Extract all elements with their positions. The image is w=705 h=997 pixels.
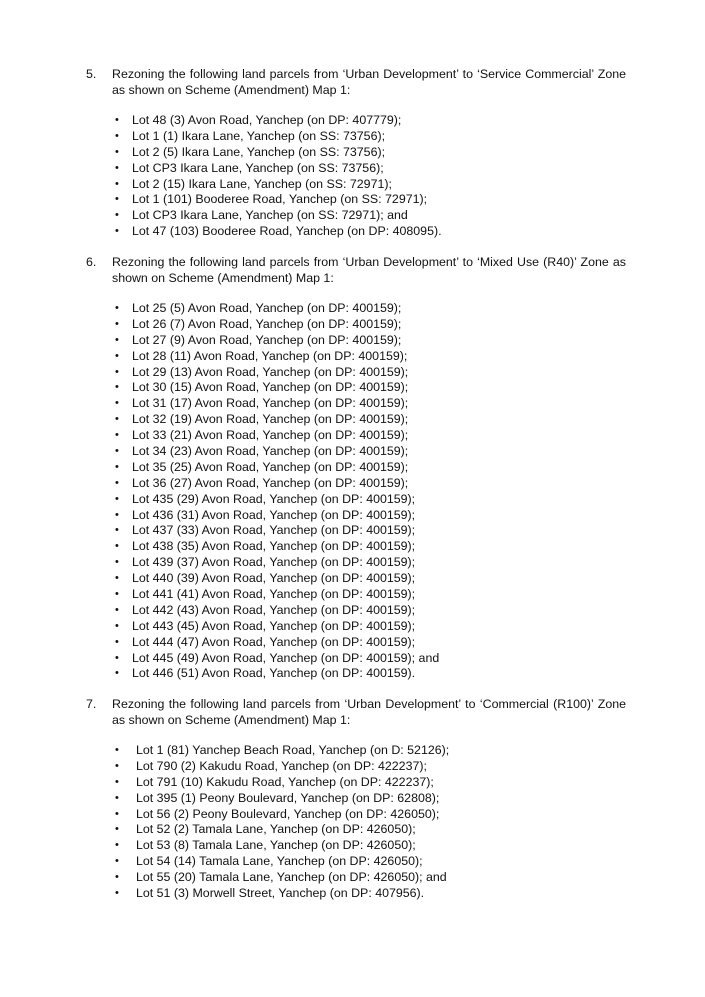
parcel-text: Lot 33 (21) Avon Road, Yanchep (on DP: 400159); [132, 428, 409, 443]
bullet-marker: • [115, 445, 119, 458]
bullet-marker: • [115, 588, 119, 601]
bullet-marker: • [115, 209, 119, 222]
bullet-marker: • [115, 871, 119, 884]
bullet-marker: • [115, 524, 119, 537]
bullet-marker: • [115, 619, 119, 632]
bullet-marker: • [115, 333, 119, 346]
bullet-marker: • [115, 807, 119, 820]
parcel-text: Lot 2 (15) Ikara Lane, Yanchep (on SS: 72971); [132, 176, 392, 191]
parcel-text: Lot 47 (103) Booderee Road, Yanchep (on DP: 408095). [132, 224, 442, 239]
section-number: 7. [86, 697, 97, 711]
bullet-marker: • [115, 744, 119, 756]
parcel-text: Lot 437 (33) Avon Road, Yanchep (on DP: 400159); [132, 523, 416, 538]
bullet-marker: • [115, 413, 119, 426]
bullet-marker: • [115, 855, 119, 868]
parcel-text: Lot 791 (10) Kakudu Road, Yanchep (on DP: 422237); [136, 774, 434, 789]
bullet-marker: • [115, 476, 119, 489]
section-heading [86, 255, 626, 287]
bullet-marker: • [115, 302, 119, 314]
section-heading [86, 697, 626, 729]
bullet-marker: • [115, 177, 119, 190]
bullet-marker: • [115, 381, 119, 394]
bullet-marker: • [115, 775, 119, 788]
bullet-marker: • [115, 114, 119, 126]
section-text: Rezoning the following land parcels from ‘Urban Development’ to ‘Commercial (R100)’ Zone as shown on Scheme (Amendment) Map 1: [112, 697, 626, 727]
parcel-text: Lot 1 (101) Booderee Road, Yanchep (on SS: 72971); [132, 192, 428, 207]
parcel-text: Lot 55 (20) Tamala Lane, Yanchep (on DP: 426050); and [136, 870, 447, 885]
bullet-marker: • [115, 145, 119, 158]
parcel-text: Lot 443 (45) Avon Road, Yanchep (on DP: 400159); [132, 618, 416, 633]
bullet-marker: • [115, 460, 119, 473]
bullet-marker: • [115, 556, 119, 569]
parcel-text: Lot 442 (43) Avon Road, Yanchep (on DP: 400159); [132, 602, 416, 617]
parcel-text: Lot 395 (1) Peony Boulevard, Yanchep (on DP: 62808); [136, 790, 440, 805]
section-number: 6. [86, 255, 97, 269]
parcel-text: Lot 54 (14) Tamala Lane, Yanchep (on DP: 426050); [136, 854, 423, 869]
bullet-marker: • [115, 397, 119, 410]
parcel-text: Lot 53 (8) Tamala Lane, Yanchep (on DP: 426050); [136, 838, 416, 853]
parcel-text: Lot 26 (7) Avon Road, Yanchep (on DP: 400159); [132, 316, 402, 331]
parcel-text: Lot 29 (13) Avon Road, Yanchep (on DP: 400159); [132, 364, 409, 379]
bullet-marker: • [115, 839, 119, 852]
bullet-marker: • [115, 667, 119, 680]
bullet-marker: • [115, 225, 119, 238]
parcel-text: Lot 36 (27) Avon Road, Yanchep (on DP: 400159); [132, 475, 409, 490]
parcel-text: Lot 790 (2) Kakudu Road, Yanchep (on DP: 422237); [136, 758, 427, 773]
bullet-marker: • [115, 129, 119, 142]
parcel-text: Lot 1 (81) Yanchep Beach Road, Yanchep (on D: 52126); [136, 743, 450, 757]
parcel-text: Lot 439 (37) Avon Road, Yanchep (on DP: 400159); [132, 555, 416, 570]
parcel-text: Lot 28 (11) Avon Road, Yanchep (on DP: 400159); [132, 348, 408, 363]
section-7 [86, 697, 626, 901]
parcel-text: Lot 435 (29) Avon Road, Yanchep (on DP: 400159); [132, 491, 416, 506]
parcel-text: Lot 441 (41) Avon Road, Yanchep (on DP: 400159); [132, 587, 416, 602]
parcel-text: Lot 25 (5) Avon Road, Yanchep (on DP: 400159); [132, 301, 402, 315]
parcel-text: Lot 1 (1) Ikara Lane, Yanchep (on SS: 73756); [132, 128, 386, 143]
parcel-text: Lot 34 (23) Avon Road, Yanchep (on DP: 400159); [132, 444, 409, 459]
section-number: 5. [86, 67, 97, 81]
parcel-text: Lot 52 (2) Tamala Lane, Yanchep (on DP: 426050); [136, 822, 416, 837]
parcel-text: Lot 30 (15) Avon Road, Yanchep (on DP: 400159); [132, 380, 409, 395]
section-text: Rezoning the following land parcels from ‘Urban Development’ to ‘Mixed Use (R40)’ Zone as shown on Scheme (Amendment) Map 1: [112, 255, 626, 285]
bullet-marker: • [115, 887, 119, 900]
bullet-marker: • [115, 492, 119, 505]
bullet-marker: • [115, 759, 119, 772]
bullet-marker: • [115, 540, 119, 553]
bullet-marker: • [115, 161, 119, 174]
parcel-text: Lot 436 (31) Avon Road, Yanchep (on DP: 400159); [132, 507, 416, 522]
parcel-text: Lot 51 (3) Morwell Street, Yanchep (on DP: 407956). [136, 886, 425, 901]
bullet-marker: • [115, 651, 119, 664]
parcel-text: Lot 32 (19) Avon Road, Yanchep (on DP: 400159); [132, 412, 409, 427]
bullet-marker: • [115, 823, 119, 836]
bullet-marker: • [115, 508, 119, 521]
parcel-text: Lot CP3 Ikara Lane, Yanchep (on SS: 72971); and [132, 208, 408, 223]
parcel-text: Lot 35 (25) Avon Road, Yanchep (on DP: 400159); [132, 459, 409, 474]
bullet-marker: • [115, 603, 119, 616]
bullet-marker: • [115, 429, 119, 442]
bullet-marker: • [115, 791, 119, 804]
bullet-marker: • [115, 572, 119, 585]
parcel-text: Lot 438 (35) Avon Road, Yanchep (on DP: 400159); [132, 539, 416, 554]
section-text: Rezoning the following land parcels from ‘Urban Development’ to ‘Service Commercial’ Zone as shown on Scheme (Amendment) Map 1: [112, 67, 626, 97]
section-6 [86, 255, 626, 681]
bullet-marker: • [115, 349, 119, 362]
parcel-text: Lot CP3 Ikara Lane, Yanchep (on SS: 73756); [132, 160, 384, 175]
bullet-marker: • [115, 317, 119, 330]
parcel-text: Lot 440 (39) Avon Road, Yanchep (on DP: 400159); [132, 571, 416, 586]
parcel-text: Lot 48 (3) Avon Road, Yanchep (on DP: 407779); [132, 113, 402, 127]
parcel-text: Lot 445 (49) Avon Road, Yanchep (on DP: 400159); and [132, 650, 440, 665]
parcel-text: Lot 27 (9) Avon Road, Yanchep (on DP: 400159); [132, 332, 402, 347]
parcel-text: Lot 446 (51) Avon Road, Yanchep (on DP: 400159). [132, 666, 416, 681]
parcel-text: Lot 56 (2) Peony Boulevard, Yanchep (on DP: 426050); [136, 806, 440, 821]
parcel-text: Lot 31 (17) Avon Road, Yanchep (on DP: 400159); [132, 396, 409, 411]
section-heading [86, 67, 626, 99]
bullet-marker: • [115, 193, 119, 206]
parcel-text: Lot 2 (5) Ikara Lane, Yanchep (on SS: 73756); [132, 144, 386, 159]
bullet-marker: • [115, 635, 119, 648]
parcel-text: Lot 444 (47) Avon Road, Yanchep (on DP: 400159); [132, 634, 416, 649]
section-5 [86, 67, 626, 239]
bullet-marker: • [115, 365, 119, 378]
